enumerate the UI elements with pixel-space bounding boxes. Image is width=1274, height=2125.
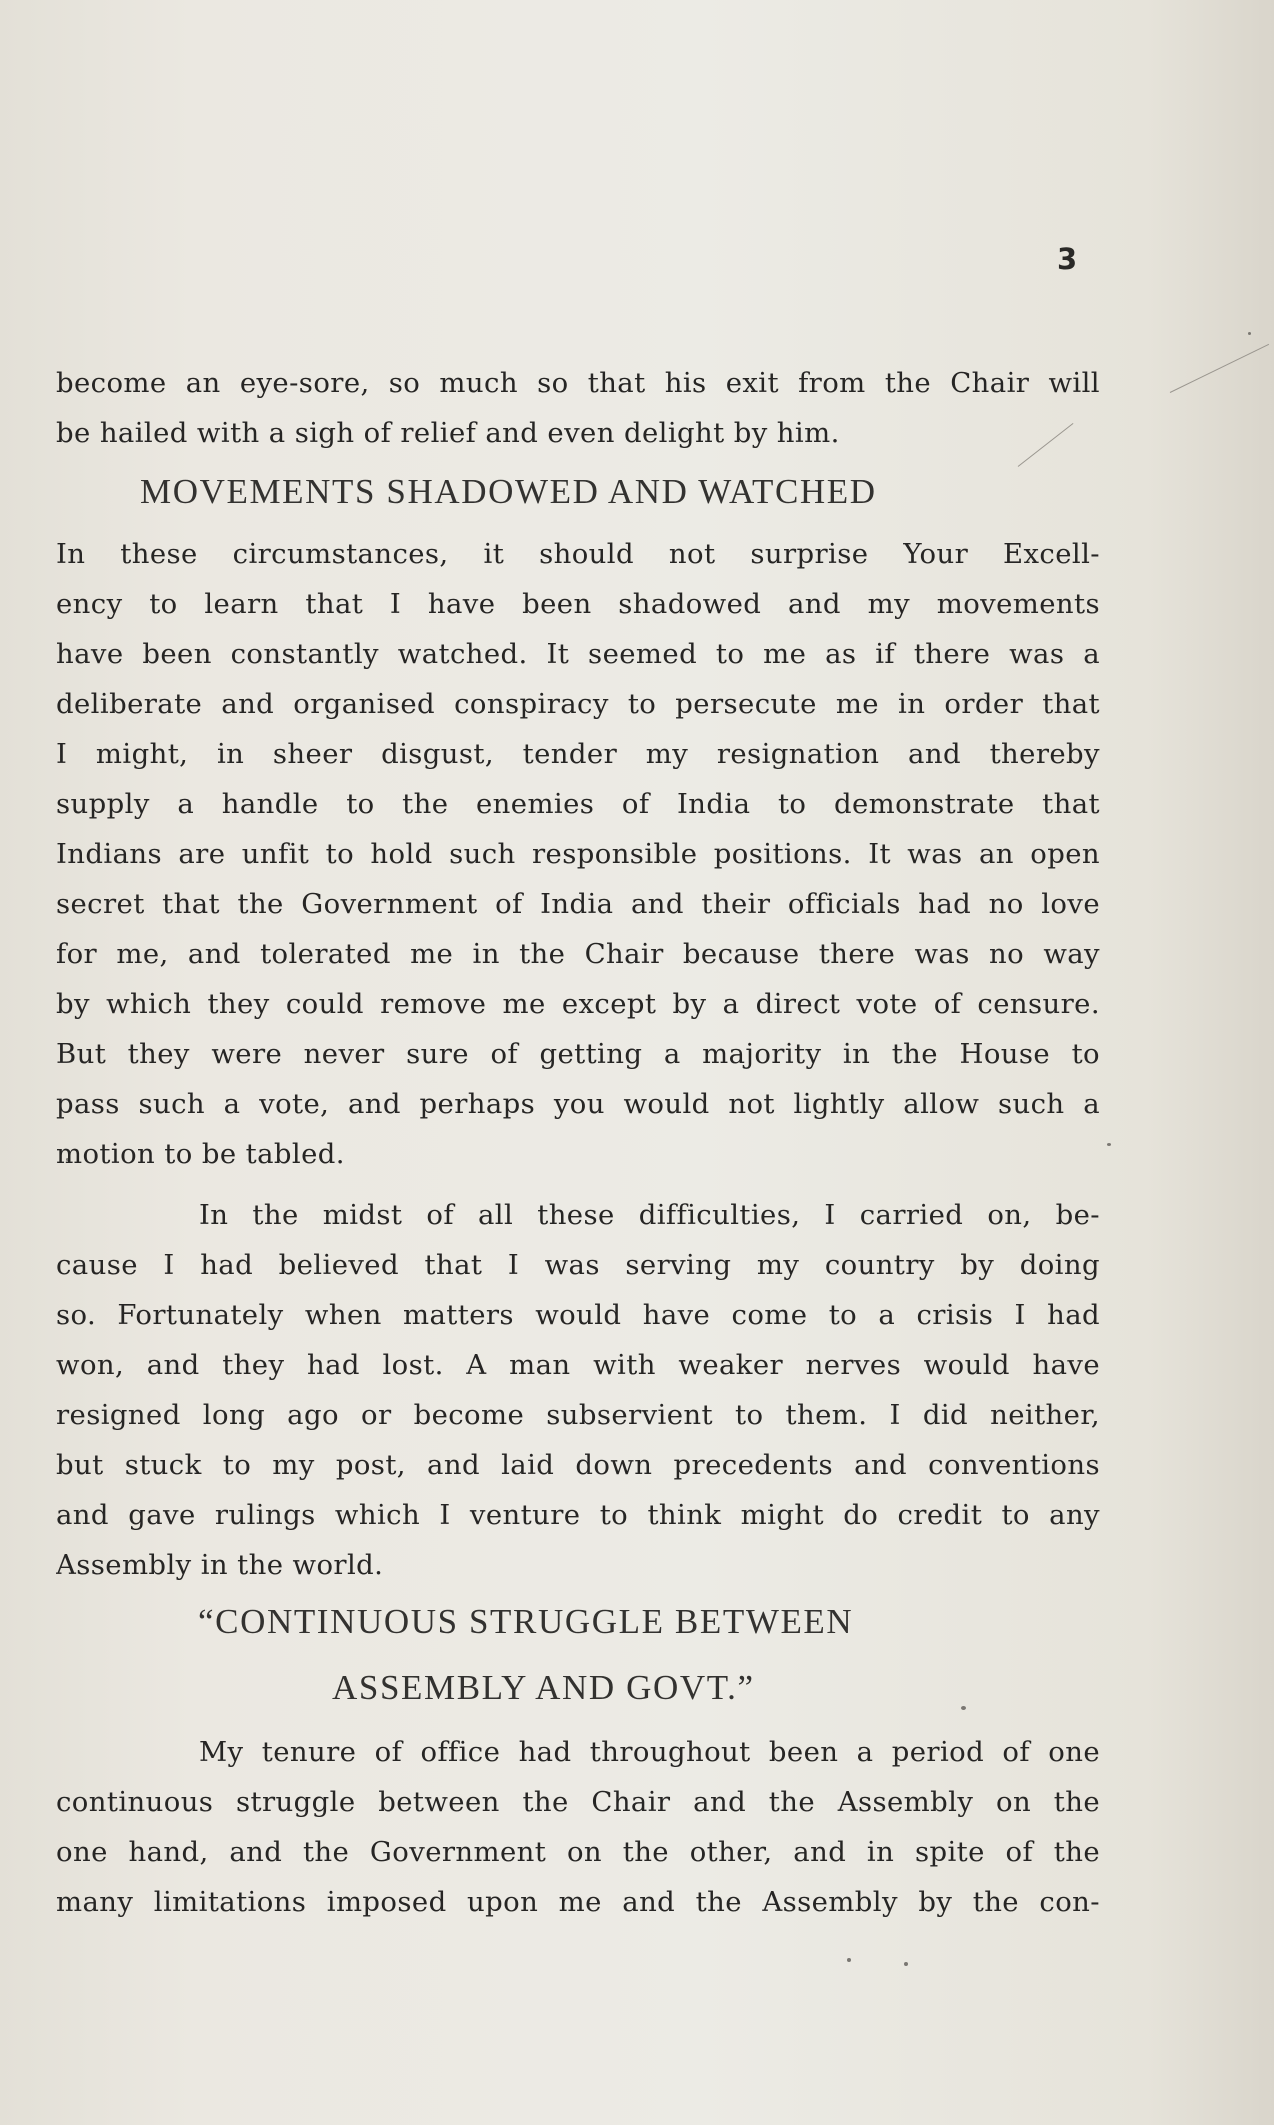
text-line: won, and they had lost. A man with weaker nerves would have: [56, 1349, 1100, 1381]
text-line: continuous struggle between the Chair and the Assembly on the: [56, 1786, 1100, 1818]
text-line: one hand, and the Government on the other, and in spite of the: [56, 1836, 1100, 1868]
text-line: for me, and tolerated me in the Chair because there was no way: [56, 938, 1100, 970]
text-line: by which they could remove me except by a direct vote of censure.: [56, 988, 1100, 1020]
text-line: so. Fortunately when matters would have come to a crisis I had: [56, 1299, 1100, 1331]
text-line: secret that the Government of India and their officials had no love: [56, 888, 1100, 920]
text-line: pass such a vote, and perhaps you would not lightly allow such a: [56, 1088, 1100, 1120]
speck: [904, 1962, 908, 1966]
text-line: have been constantly watched. It seemed to me as if there was a: [56, 638, 1100, 670]
speck: [1107, 1143, 1111, 1146]
text-line: cause I had believed that I was serving my country by doing: [56, 1249, 1100, 1281]
text-line: many limitations imposed upon me and the Assembly by the con-: [56, 1886, 1100, 1918]
text-line: In these circumstances, it should not surprise Your Excell-: [56, 538, 1100, 570]
text-line: In the midst of all these difficulties, I carried on, be-: [199, 1199, 1100, 1231]
text-line: I might, in sheer disgust, tender my resignation and thereby: [56, 738, 1100, 770]
text-line: Indians are unfit to hold such responsible positions. It was an open: [56, 838, 1100, 870]
speck: [1248, 332, 1251, 335]
text-line: become an eye-sore, so much so that his exit from the Chair will: [56, 367, 1100, 399]
section-heading: “CONTINUOUS STRUGGLE BETWEEN: [198, 1602, 854, 1641]
speck: [847, 1958, 851, 1962]
paragraph-shadowed: [56, 529, 1100, 1179]
text-line: My tenure of office had throughout been a period of one: [199, 1736, 1100, 1768]
speck: [961, 1706, 966, 1710]
paragraph-difficulties: [56, 1190, 1100, 1590]
text-line: but stuck to my post, and laid down precedents and conventions: [56, 1449, 1100, 1481]
text-line: deliberate and organised conspiracy to persecute me in order that: [56, 688, 1100, 720]
paragraph-continuation: [56, 358, 1100, 458]
text-line: resigned long ago or become subservient to them. I did neither,: [56, 1399, 1100, 1431]
paper-crease-mark: [1170, 344, 1269, 393]
text-line: motion to be tabled.: [56, 1138, 345, 1170]
page-number: 3: [1057, 242, 1078, 276]
text-line: be hailed with a sigh of relief and even delight by him.: [56, 417, 840, 449]
text-line: Assembly in the world.: [56, 1549, 384, 1581]
paragraph-struggle: [56, 1727, 1100, 1927]
text-line: and gave rulings which I venture to think might do credit to any: [56, 1499, 1100, 1531]
section-heading: MOVEMENTS SHADOWED AND WATCHED: [140, 472, 877, 511]
section-heading: ASSEMBLY AND GOVT.”: [332, 1668, 755, 1707]
text-line: ency to learn that I have been shadowed and my movements: [56, 588, 1100, 620]
text-line: But they were never sure of getting a majority in the House to: [56, 1038, 1100, 1070]
text-line: supply a handle to the enemies of India to demonstrate that: [56, 788, 1100, 820]
